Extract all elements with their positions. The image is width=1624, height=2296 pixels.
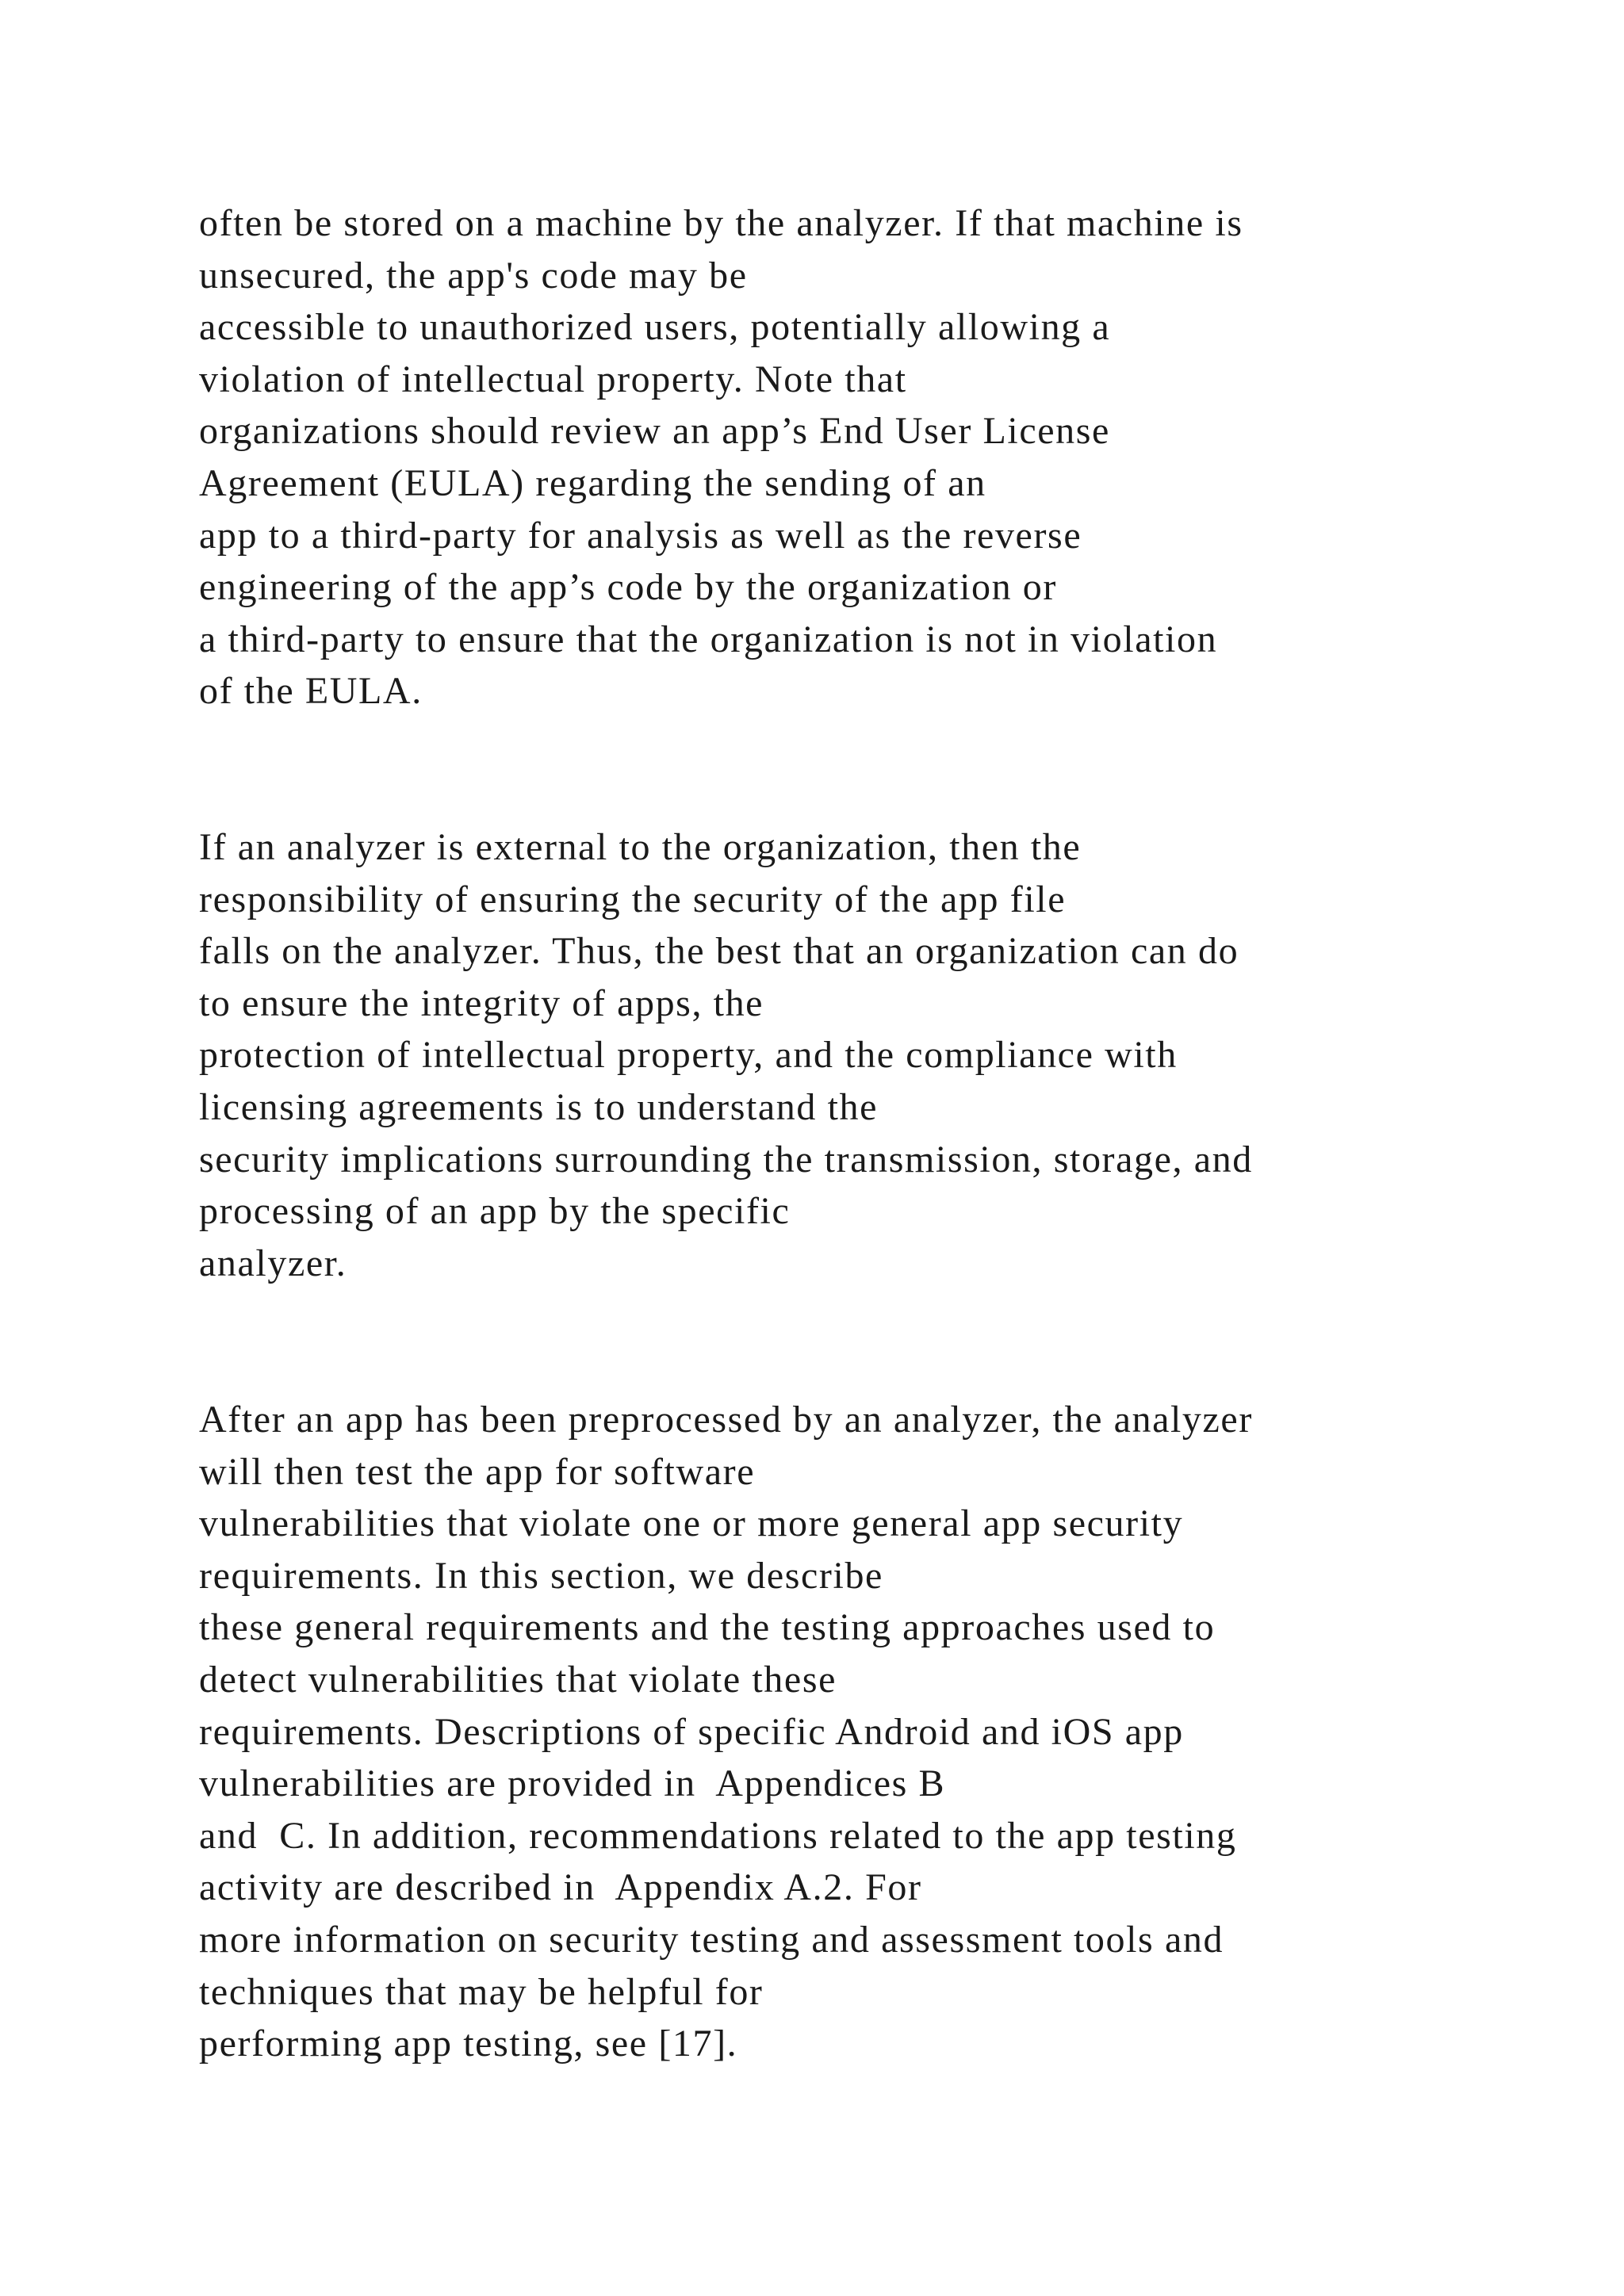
text-line: responsibility of ensuring the security of the app file [199,878,1067,920]
text-line: performing app testing, see [17]. [199,2022,738,2065]
text-line: violation of intellectual property. Note that [199,358,907,400]
text-line: processing of an app by the specific [199,1190,791,1233]
text-line: security implications surrounding the transmission, storage, and [199,1138,1253,1181]
text-line: After an app has been preprocessed by an analyzer, the analyzer [199,1399,1253,1441]
text-line: analyzer. [199,1242,347,1284]
text-line: accessible to unauthorized users, potentially allowing a [199,306,1111,349]
text-line: requirements. In this section, we describe [199,1554,883,1597]
text-line: vulnerabilities that violate one or more general app security [199,1502,1184,1545]
text-line: licensing agreements is to understand the [199,1085,879,1128]
paragraph-analyzer-storage [199,197,1547,718]
text-line: vulnerabilities are provided in Appendices B [199,1762,946,1805]
paragraph-app-testing [199,1394,1547,2070]
text-line: engineering of the app’s code by the organization or [199,566,1057,609]
text-line: these general requirements and the testing approaches used to [199,1606,1216,1649]
text-line: requirements. Descriptions of specific Android and iOS app [199,1710,1184,1753]
text-line: If an analyzer is external to the organization, then the [199,826,1082,868]
text-line: unsecured, the app's code may be [199,254,748,297]
text-line: often be stored on a machine by the analyzer. If that machine is [199,202,1243,244]
text-line: techniques that may be helpful for [199,1970,764,2013]
text-line: organizations should review an app’s End User License [199,410,1110,453]
text-line: to ensure the integrity of apps, the [199,982,764,1024]
paragraph-external-analyzer [199,821,1547,1289]
text-line: protection of intellectual property, and the compliance with [199,1034,1178,1077]
text-line: app to a third-party for analysis as well as the reverse [199,514,1082,557]
text-line: Agreement (EULA) regarding the sending of an [199,461,986,504]
text-line: a third-party to ensure that the organization is not in violation [199,618,1218,660]
text-line: activity are described in Appendix A.2. For [199,1866,922,1909]
text-line: of the EULA. [199,670,423,713]
text-line: more information on security testing and assessment tools and [199,1918,1224,1961]
text-line: will then test the app for software [199,1450,756,1493]
text-line: detect vulnerabilities that violate these [199,1658,837,1701]
text-line: and C. In addition, recommendations related to the app testing [199,1814,1237,1857]
text-line: falls on the analyzer. Thus, the best that an organization can do [199,930,1239,973]
